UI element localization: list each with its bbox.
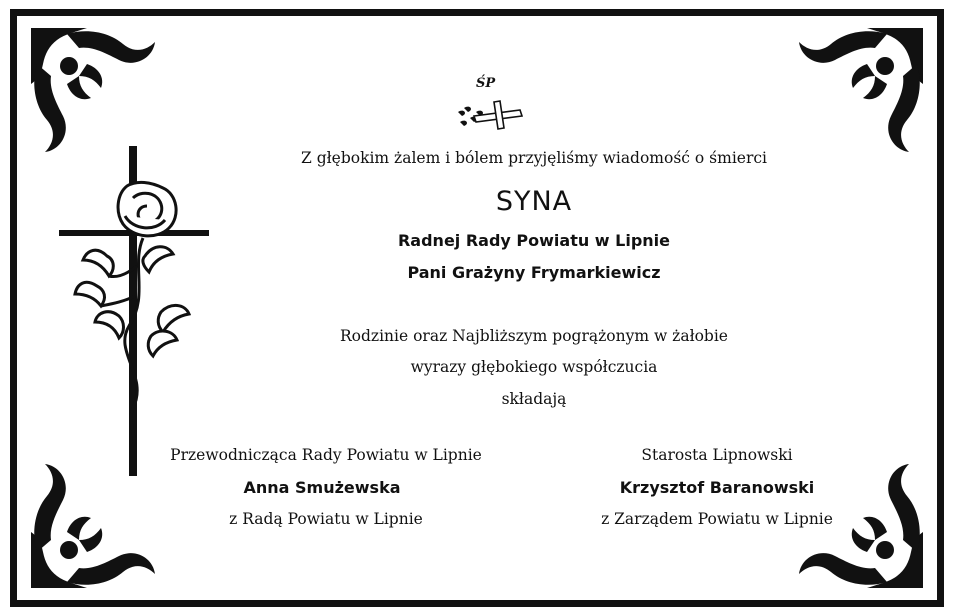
signature-1-with: z Radą Powiatu w Lipnie (229, 510, 423, 528)
signature-2-title: Starosta Lipnowski (641, 446, 793, 464)
condolence-line-3: składają (501, 390, 567, 408)
signature-1-title: Przewodnicząca Rady Powiatu w Lipnie (170, 446, 482, 464)
intro-text: Z głębokim żalem i bólem przyjęliśmy wiadomość o śmierci (301, 149, 767, 167)
heading-syna: SYNA (495, 186, 573, 217)
signature-2-with: z Zarządem Powiatu w Lipnie (601, 510, 833, 528)
condolence-line-1: Rodzinie oraz Najbliższym pogrążonym w żałobie (340, 327, 728, 345)
signature-2-name: Krzysztof Baranowski (619, 478, 815, 497)
signature-1-name: Anna Smużewska (243, 478, 401, 497)
subject-line-2: Pani Grażyny Frymarkiewicz (407, 263, 661, 282)
logo-text: ŚP (476, 76, 496, 91)
subject-line-1: Radnej Rady Powiatu w Lipnie (397, 231, 671, 250)
condolence-line-2: wyrazy głębokiego współczucia (410, 358, 658, 376)
corner-ornament-icon (27, 24, 162, 159)
cross-branch-icon (454, 92, 532, 134)
sp-logo (454, 78, 532, 134)
corner-ornament-icon (792, 24, 927, 159)
cross-with-rose-icon (57, 146, 212, 481)
